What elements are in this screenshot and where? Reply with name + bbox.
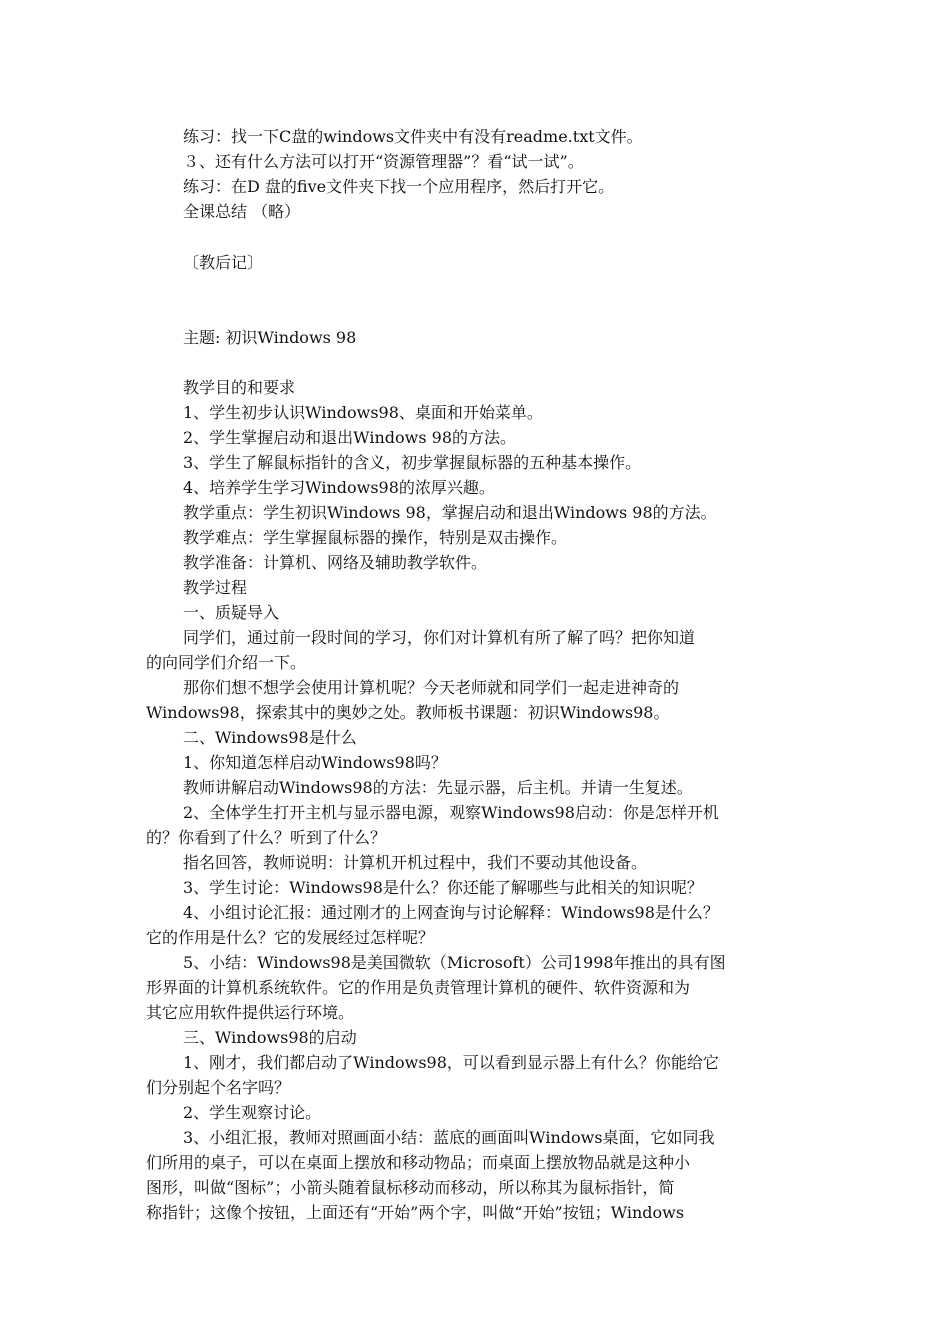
text-line: 2、学生观察讨论。 — [183, 1103, 322, 1122]
text-line: 的？你看到了什么？听到了什么？ — [146, 828, 387, 847]
text-line: 3、学生了解鼠标指针的含义，初步掌握鼠标器的五种基本操作。 — [183, 453, 642, 472]
text-line: 三、Windows98的启动 — [183, 1028, 357, 1047]
text-line: 4、小组讨论汇报：通过刚才的上网查询与讨论解释：Windows98是什么？ — [183, 903, 719, 922]
text-line: 二、Windows98是什么 — [183, 728, 357, 747]
text-line: 练习：在D 盘的five文件夹下找一个应用程序，然后打开它。 — [183, 177, 615, 196]
text-line: 2、学生掌握启动和退出Windows 98的方法。 — [183, 428, 516, 447]
text-line: 1、学生初步认识Windows98、桌面和开始菜单。 — [183, 403, 543, 422]
text-line: 它的作用是什么？它的发展经过怎样呢？ — [146, 928, 435, 947]
text-line: 同学们，通过前一段时间的学习，你们对计算机有所了解了吗？把你知道 — [183, 628, 696, 647]
text-line: 的向同学们介绍一下。 — [146, 653, 307, 672]
text-line: 3、学生讨论：Windows98是什么？你还能了解哪些与此相关的知识呢？ — [183, 878, 703, 897]
text-line: 那你们想不想学会使用计算机呢？今天老师就和同学们一起走进神奇的 — [183, 678, 680, 697]
text-line: 全课总结 （略） — [183, 202, 301, 221]
text-line: 其它应用软件提供运行环境。 — [146, 1003, 355, 1022]
text-line: 教学过程 — [183, 578, 248, 597]
text-line: 一、质疑导入 — [183, 603, 280, 622]
text-line: 5、小结：Windows98是美国微软（Microsoft）公司1998年推出的具有图 — [183, 953, 726, 972]
text-line: 指名回答，教师说明：计算机开机过程中，我们不要动其他设备。 — [183, 853, 648, 872]
text-line: Windows98，探索其中的奥妙之处。教师板书课题：初识Windows98。 — [146, 703, 670, 722]
text-line: 教学重点：学生初识Windows 98，掌握启动和退出Windows 98的方法。 — [183, 503, 717, 522]
text-line: 称指针；这像个按钮，上面还有“开始”两个字，叫做“开始”按钮；Windows — [146, 1203, 685, 1222]
text-line: 们分别起个名字吗？ — [146, 1078, 291, 1097]
text-line: 练习：找一下C盘的windows文件夹中有没有readme.txt文件。 — [183, 127, 643, 146]
text-line: 教学难点：学生掌握鼠标器的操作，特别是双击操作。 — [183, 528, 568, 547]
text-line: 们所用的桌子，可以在桌面上摆放和移动物品；而桌面上摆放物品就是这种小 — [146, 1153, 691, 1172]
text-line: 1、你知道怎样启动Windows98吗？ — [183, 753, 447, 772]
section-title: 主题: 初识Windows 98 — [183, 328, 357, 347]
text-line: ３、还有什么方法可以打开“资源管理器”？看“试一试”。 — [183, 152, 584, 171]
text-line: 3、小组汇报，教师对照画面小结：蓝底的画面叫Windows桌面，它如同我 — [183, 1128, 715, 1147]
text-line: 形界面的计算机系统软件。它的作用是负责管理计算机的硬件、软件资源和为 — [146, 978, 691, 997]
text-line: 4、培养学生学习Windows98的浓厚兴趣。 — [183, 478, 495, 497]
text-line: 〔教后记〕 — [183, 253, 264, 272]
text-line: 教师讲解启动Windows98的方法：先显示器，后主机。并请一生复述。 — [183, 778, 693, 797]
text-line: 教学目的和要求 — [183, 378, 296, 397]
text-line: 1、刚才，我们都启动了Windows98，可以看到显示器上有什么？你能给它 — [183, 1053, 719, 1072]
text-line: 图形，叫做“图标”；小箭头随着鼠标移动而移动，所以称其为鼠标指针，简 — [146, 1178, 675, 1197]
text-line: 教学准备：计算机、网络及辅助教学软件。 — [183, 553, 488, 572]
text-line: 2、全体学生打开主机与显示器电源，观察Windows98启动：你是怎样开机 — [183, 803, 719, 822]
